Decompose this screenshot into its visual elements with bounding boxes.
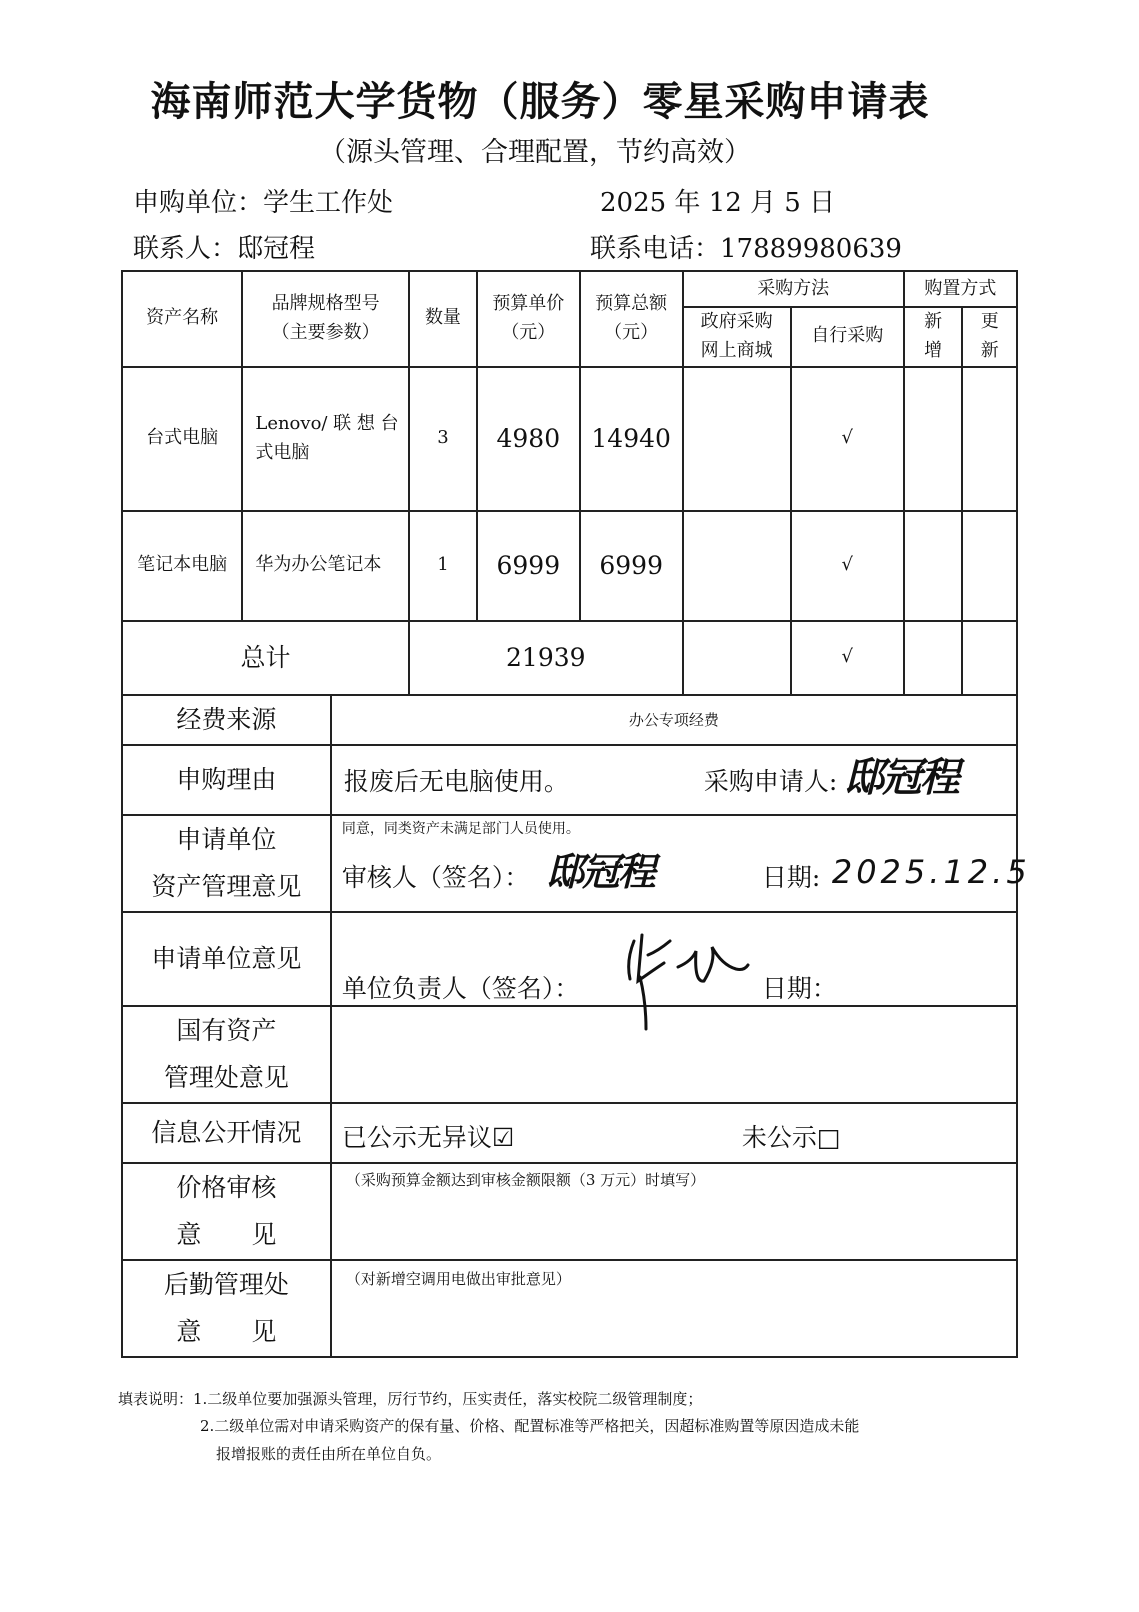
header-gov-mall <box>683 307 791 367</box>
header-brand-spec-main: 品牌规格型号 <box>271 293 380 314</box>
requesting-unit: 申购单位：学生工作处 <box>133 188 394 218</box>
item-gov-mall <box>683 367 791 511</box>
item-quantity: 3 <box>409 367 477 511</box>
asset-opinion-label-line2: 资产管理意见 <box>151 872 302 902</box>
header-unit-price-unit: （元） <box>501 321 556 343</box>
header-total-unit: （元） <box>604 321 659 343</box>
disclosure-cell <box>331 1103 1017 1163</box>
table-row <box>122 367 1017 511</box>
applicant-label: 采购申请人: <box>703 766 838 796</box>
item-total: 14940 <box>580 367 683 511</box>
logistics-label-line2: 意 见 <box>176 1317 277 1347</box>
item-update <box>962 511 1017 621</box>
notes-line-3: 报增报账的责任由所在单位自负。 <box>216 1445 442 1463</box>
header-purchase-method: 采购方法 <box>683 271 904 307</box>
item-name: 台式电脑 <box>122 367 242 511</box>
asset-opinion-cell <box>331 815 1031 912</box>
logistics-label <box>122 1260 331 1357</box>
header-total <box>580 271 683 367</box>
unit-opinion-label: 申请单位意见 <box>122 912 331 1006</box>
asset-opinion-date-label: 日期: <box>761 862 821 892</box>
header-update-line2: 新 <box>980 339 999 361</box>
leader-signature <box>612 921 752 1031</box>
page-title: 海南师范大学货物（服务）零星采购申请表 <box>150 79 930 125</box>
header-total-main: 预算总额 <box>595 293 668 314</box>
logistics-note: （对新增空调用电做出审批意见） <box>345 1269 571 1288</box>
request-date: 2025 年 12 月 5 日 <box>600 188 836 218</box>
table-row <box>122 511 1017 621</box>
item-spec <box>242 367 409 511</box>
asset-opinion-label <box>122 815 331 912</box>
item-gov-mall <box>683 511 791 621</box>
header-update <box>962 307 1017 367</box>
header-new-line1: 新 <box>924 311 943 332</box>
state-asset-label-line2: 管理处意见 <box>163 1063 289 1093</box>
total-label: 总计 <box>122 621 409 695</box>
item-spec-line2: 式电脑 <box>255 441 310 463</box>
item-self-purchase-check: √ <box>791 367 904 511</box>
funding-value: 办公专项经费 <box>331 695 1017 745</box>
header-update-line1: 更 <box>980 311 999 332</box>
notes-line-1: 填表说明：1.二级单位要加强源头管理，厉行节约，压实责任，落实校院二级管理制度； <box>118 1390 703 1408</box>
asset-opinion-date: 2025.12.5 <box>831 852 1031 891</box>
price-review-cell <box>331 1163 1017 1260</box>
total-row <box>122 621 1017 695</box>
price-review-label <box>122 1163 331 1260</box>
header-unit-price <box>477 271 580 367</box>
asset-opinion-note: 同意，同类资产未满足部门人员使用。 <box>341 820 580 837</box>
header-new-line2: 增 <box>924 339 943 361</box>
logistics-cell <box>331 1260 1017 1357</box>
header-unit-price-main: 预算单价 <box>492 293 565 314</box>
total-update <box>962 621 1017 695</box>
reviewer-signature: 邸冠程 <box>545 849 654 894</box>
price-review-label-line2: 意 见 <box>176 1220 277 1250</box>
header-gov-mall-line1: 政府采购 <box>700 311 773 332</box>
leader-label: 单位负责人（签名）： <box>341 973 580 1003</box>
state-asset-label <box>122 1006 331 1103</box>
header-acquire-mode: 购置方式 <box>904 271 1017 307</box>
logistics-label-line1: 后勤管理处 <box>163 1269 289 1299</box>
item-unit-price: 6999 <box>477 511 580 621</box>
price-review-label-line1: 价格审核 <box>176 1172 277 1202</box>
item-new <box>904 367 963 511</box>
disclosure-published: 已公示无异议☑ <box>341 1122 515 1152</box>
reason-text: 报废后无电脑使用。 <box>343 766 569 796</box>
notes-line-2: 2.二级单位需对申请采购资产的保有量、价格、配置标准等严格把关，因超标准购置等原因造成未能 <box>200 1417 860 1435</box>
header-gov-mall-line2: 网上商城 <box>700 339 773 361</box>
state-asset-label-line1: 国有资产 <box>176 1015 277 1045</box>
total-amount: 21939 <box>409 621 683 695</box>
total-self-purchase-check: √ <box>791 621 904 695</box>
unit-opinion-date-label: 日期： <box>761 973 837 1003</box>
header-asset-name: 资产名称 <box>122 271 242 367</box>
reviewer-label: 审核人（签名）： <box>341 862 530 892</box>
header-brand-spec-sub: （主要参数） <box>271 321 380 343</box>
item-update <box>962 367 1017 511</box>
header-self-purchase: 自行采购 <box>791 307 904 367</box>
header-new <box>904 307 963 367</box>
disclosure-label: 信息公开情况 <box>122 1103 331 1163</box>
item-unit-price: 4980 <box>477 367 580 511</box>
item-name: 笔记本电脑 <box>122 511 242 621</box>
total-new <box>904 621 963 695</box>
unit-opinion-cell <box>331 912 1017 1006</box>
funding-label: 经费来源 <box>122 695 331 745</box>
item-spec: 华为办公笔记本 <box>242 511 409 621</box>
item-total: 6999 <box>580 511 683 621</box>
price-review-note: （采购预算金额达到审核金额限额（3 万元）时填写） <box>345 1170 706 1189</box>
reason-label: 申购理由 <box>122 745 331 815</box>
contact-phone: 联系电话：17889980639 <box>590 234 902 264</box>
disclosure-unpublished: 未公示□ <box>741 1122 841 1152</box>
item-quantity: 1 <box>409 511 477 621</box>
item-spec-line1: Lenovo/ 联 想 台 <box>255 412 399 434</box>
header-brand-spec <box>242 271 409 367</box>
page-subtitle: （源头管理、合理配置，节约高效） <box>319 137 751 168</box>
item-self-purchase-check: √ <box>791 511 904 621</box>
header-quantity: 数量 <box>409 271 477 367</box>
asset-opinion-label-line1: 申请单位 <box>176 824 277 854</box>
application-form-table <box>121 270 1031 1358</box>
total-gov-mall <box>683 621 791 695</box>
reason-cell <box>331 745 1017 815</box>
applicant-signature: 邸冠程 <box>843 754 958 801</box>
contact-person: 联系人：邸冠程 <box>133 234 316 264</box>
item-new <box>904 511 963 621</box>
